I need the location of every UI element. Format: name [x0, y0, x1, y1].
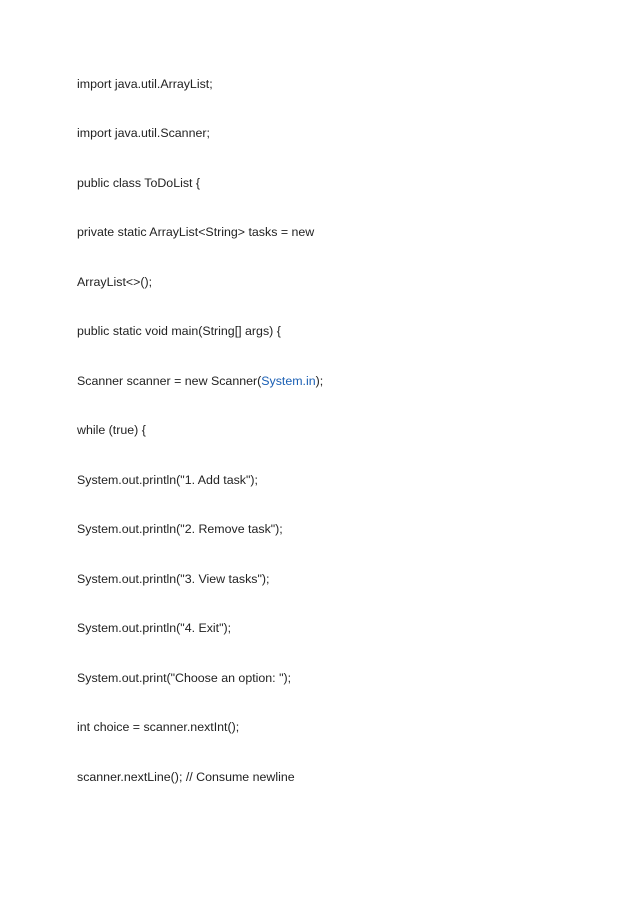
code-line-print-choose-option: System.out.print("Choose an option: ");	[77, 671, 292, 685]
code-line-while-loop: while (true) {	[77, 423, 146, 437]
code-line-tasks-field: private static ArrayList<String> tasks = new	[77, 225, 315, 239]
code-line-scanner-init	[77, 373, 323, 389]
system-in-link[interactable]: System.in	[261, 374, 316, 388]
code-text-scanner-before: Scanner scanner = new Scanner(	[77, 374, 262, 388]
code-line-tasks-field-continued: ArrayList<>();	[77, 275, 153, 289]
code-line-print-view-tasks: System.out.println("3. View tasks");	[77, 572, 270, 586]
code-line-main-method: public static void main(String[] args) {	[77, 324, 281, 338]
code-line-import-scanner: import java.util.Scanner;	[77, 126, 210, 140]
code-line-import-arraylist: import java.util.ArrayList;	[77, 77, 213, 91]
code-line-read-choice: int choice = scanner.nextInt();	[77, 720, 240, 734]
code-line-print-remove-task: System.out.println("2. Remove task");	[77, 522, 283, 536]
code-line-print-exit: System.out.println("4. Exit");	[77, 621, 232, 635]
code-line-print-add-task: System.out.println("1. Add task");	[77, 473, 258, 487]
code-line-class-declaration: public class ToDoList {	[77, 176, 201, 190]
code-text-scanner-after: );	[315, 374, 324, 388]
code-line-consume-newline: scanner.nextLine(); // Consume newline	[77, 770, 295, 784]
